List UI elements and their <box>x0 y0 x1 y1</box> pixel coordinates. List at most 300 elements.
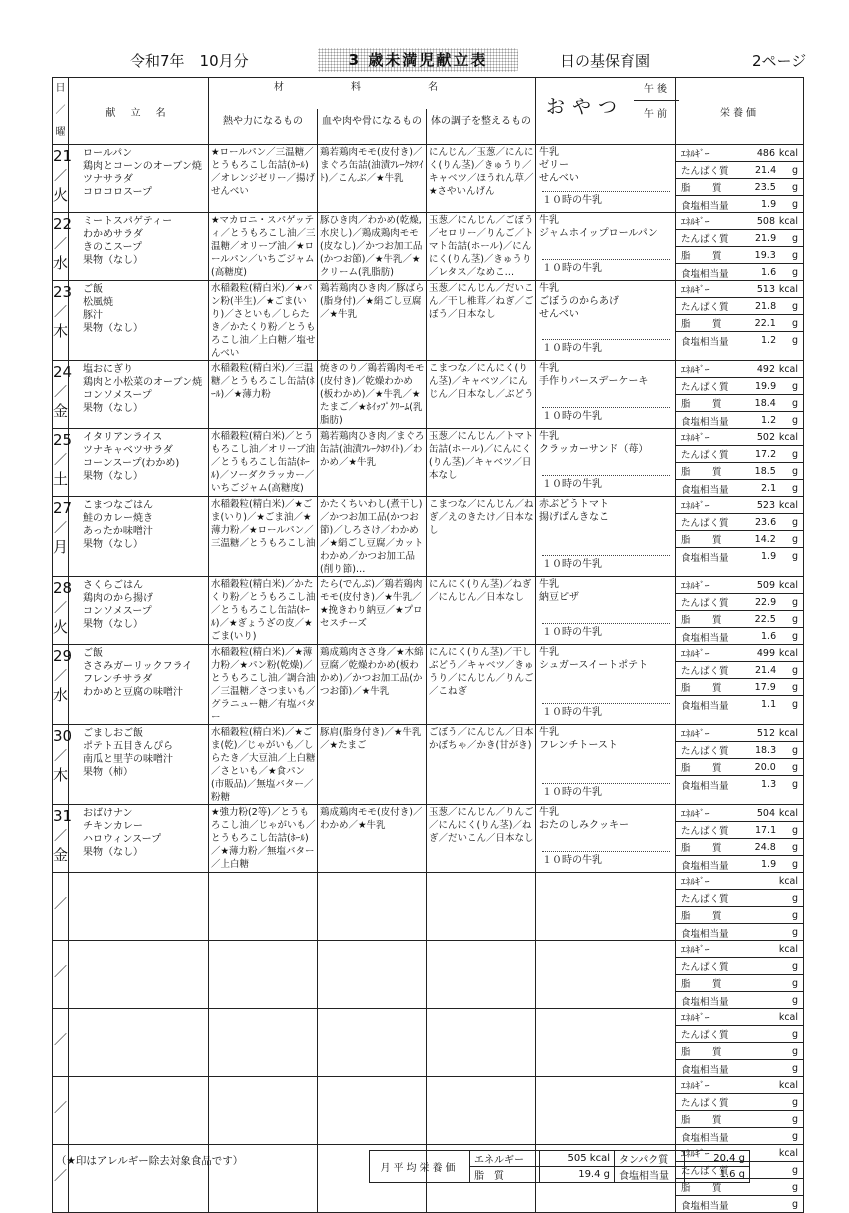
nutrition-protein <box>676 1026 803 1043</box>
dish-names: おばけナン チキンカレー ハロウィンスープ 果物（なし） <box>69 805 209 873</box>
day-cell: 21 ／ 火 <box>53 145 69 213</box>
nutrition-salt-value: 1.9 <box>761 551 777 562</box>
energy-foods <box>209 941 318 1009</box>
pm-snack: 牛乳 ゼリー せんべい <box>539 147 579 184</box>
nutrition-energy-label: ｴﾈﾙｷﾞｰ <box>681 729 710 740</box>
nutrition-fat-unit: g <box>791 181 799 193</box>
energy-foods: 水稲穀粒(精白米)／とうもろこし油／オリーブ油／とうもろこし缶詰(ﾎｰﾙ)／ソーダクラッカー／いちごジャム(高糖度) <box>209 429 318 497</box>
energy-foods: 水稲穀粒(精白米)／かたくり粉／とうもろこし油／とうもろこし缶詰(ﾎｰﾙ)／★ぎょうざの皮／★ごま(いり) <box>209 577 318 645</box>
nutrition-cell <box>676 1009 804 1077</box>
nutrition-cell <box>676 577 804 645</box>
nutrition-energy-value: 523 <box>756 499 776 511</box>
am-snack: １０時の牛乳 <box>542 623 670 639</box>
body-foods: 豚肩(脂身付き)／★牛乳／★たまご <box>318 725 427 805</box>
nutrition-protein-value: 17.1 <box>754 824 777 836</box>
pm-snack: 牛乳 クラッカーサンド（苺） <box>539 431 649 455</box>
nutrition-fat-value: 18.5 <box>754 465 776 477</box>
nutrition-fat-label: 脂 質 <box>681 763 728 774</box>
nutrition-fat-value: 24.8 <box>754 841 776 853</box>
dish-names: イタリアンライス ツナキャベツサラダ コーンスープ(わかめ) 果物（なし） <box>69 429 209 497</box>
nutrition-protein-label: たんぱく質 <box>681 166 729 177</box>
pm-snack: 牛乳 おたのしみクッキー <box>539 807 630 831</box>
nutrition-protein-label: たんぱく質 <box>681 894 729 905</box>
nutrition-protein <box>676 890 803 907</box>
regulate-foods: 玉葱／にんじん／りんご／にんにく(りん茎)／ねぎ／だいこん／日本なし <box>427 805 536 873</box>
day-cell: ／ <box>53 941 69 1009</box>
nutrition-salt <box>676 992 803 1009</box>
nutrition-protein-label: たんぱく質 <box>681 1166 729 1177</box>
energy-foods: ★ロールパン／三温糖／とうもろこし缶詰(ｶｰﾙ)／オレンジゼリー／揚げせんべい <box>209 145 318 213</box>
nutrition-energy-unit: kcal <box>778 579 799 591</box>
nutrition-energy-value: 492 <box>756 363 776 375</box>
nutrition-fat <box>676 395 803 412</box>
monthly-average-label: 月平均栄養価 <box>370 1151 470 1183</box>
nutrition-energy-unit: kcal <box>778 647 799 659</box>
nutrition-salt <box>676 1196 803 1213</box>
body-foods: 鶏成鶏肉ささ身／★木綿豆腐／乾燥わかめ(板わかめ)／かつお加工品(かつお節)／★牛乳 <box>318 645 427 725</box>
nutrition-salt-value: 1.1 <box>761 699 777 710</box>
regulate-foods: 玉葱／にんじん／だいこん／干し椎茸／ねぎ／ごぼう／日本なし <box>427 281 536 361</box>
day-row <box>53 805 804 873</box>
materials-column-header: 材 料 名 <box>209 78 536 110</box>
nutrition-energy-label: ｴﾈﾙｷﾞｰ <box>681 365 710 376</box>
snack-cell <box>536 941 676 1009</box>
nutrition-protein-label: たんぱく質 <box>681 746 729 757</box>
nutrition-protein-label: たんぱく質 <box>681 598 729 609</box>
nutrition-salt <box>676 1060 803 1077</box>
nutrition-fat <box>676 679 803 696</box>
dish-names <box>69 941 209 1009</box>
nutrition-salt <box>676 412 803 429</box>
nutrition-energy-unit: kcal <box>778 499 799 511</box>
nutrition-fat-label: 脂 質 <box>681 1183 728 1194</box>
nutrition-fat-label: 脂 質 <box>681 467 728 478</box>
regulate-foods <box>427 1009 536 1077</box>
nutrition-fat <box>676 975 803 992</box>
nutrition-fat-value: 22.5 <box>754 613 776 625</box>
nutrition-protein-unit: g <box>791 300 799 312</box>
nutrition-fat-label: 脂 質 <box>681 843 728 854</box>
snack-am-label: 午 前 <box>643 109 668 120</box>
nutrition-energy-label: ｴﾈﾙｷﾞｰ <box>681 501 710 512</box>
nutrition-protein-unit: g <box>791 232 799 244</box>
dish-names: ロールパン 鶏肉とコーンのオーブン焼 ツナサラダ コロコロスープ <box>69 145 209 213</box>
regulate-foods <box>427 1077 536 1145</box>
nutrition-salt-unit: g <box>791 199 799 210</box>
snack-cell <box>536 805 676 873</box>
nutrition-energy <box>676 577 803 594</box>
nutrition-protein-value: 19.9 <box>754 380 777 392</box>
avg-salt-label: 食塩相当量 <box>615 1167 685 1183</box>
day-row <box>53 213 804 281</box>
avg-energy-value: 505 kcal <box>540 1151 615 1167</box>
day-row <box>53 645 804 725</box>
nutrition-protein-label: たんぱく質 <box>681 302 729 313</box>
nutrition-salt <box>676 628 803 645</box>
nutrition-protein-unit: g <box>791 380 799 392</box>
am-snack: １０時の牛乳 <box>542 783 670 799</box>
nutrition-salt-label: 食塩相当量 <box>681 200 729 212</box>
nutrition-protein-value: 17.2 <box>754 448 777 460</box>
pm-snack: 牛乳 ごぼうのからあげ せんべい <box>539 283 620 320</box>
day-cell: ／ <box>53 873 69 941</box>
school-name: 日の基保育園 <box>560 52 651 70</box>
am-snack: １０時の牛乳 <box>542 259 670 275</box>
nutrition-protein-value: 21.4 <box>754 664 777 676</box>
nutrition-salt-unit: g <box>791 1131 799 1142</box>
nutrition-salt-label: 食塩相当量 <box>681 416 729 428</box>
nutrition-fat <box>676 611 803 628</box>
nutrition-fat-unit: g <box>791 909 799 921</box>
nutrition-protein-unit: g <box>791 164 799 176</box>
nutrition-protein <box>676 822 803 839</box>
nutrition-cell <box>676 281 804 361</box>
snack-cell <box>536 725 676 805</box>
body-foods: 鶏若鶏肉ひき肉／豚ばら(脂身付)／★絹ごし豆腐／★牛乳 <box>318 281 427 361</box>
nutrition-salt-label: 食塩相当量 <box>681 1132 729 1144</box>
nutrition-salt-label: 食塩相当量 <box>681 860 729 872</box>
nutrition-salt-unit: g <box>791 1063 799 1074</box>
nutrition-protein <box>676 162 803 179</box>
nutrition-energy-label: ｴﾈﾙｷﾞｰ <box>681 945 710 956</box>
energy-foods: 水稲穀粒(精白米)／★パン粉(半生)／★ごま(いり)／さといも／しらたき／かたくり粉／とうもろこし油／上白糖／塩せんべい <box>209 281 318 361</box>
body-foods: たら(でんぶ)／鶏若鶏肉モモ(皮付き)／★牛乳／★挽きわり納豆／★プロセスチーズ <box>318 577 427 645</box>
nutrition-fat-unit: g <box>791 977 799 989</box>
body-food-header: 血や肉や骨になるもの <box>318 109 427 144</box>
energy-foods: ★強力粉(2等)／とうもろこし油／じゃがいも／とうもろこし缶詰(ﾎｰﾙ)／★薄力粉／無塩バター／上白糖 <box>209 805 318 873</box>
nutrition-protein-unit: g <box>791 448 799 460</box>
nutrition-salt-value: 1.2 <box>761 415 777 426</box>
nutrition-protein-unit: g <box>791 1028 799 1040</box>
energy-foods <box>209 873 318 941</box>
nutrition-fat-value: 18.4 <box>754 397 776 409</box>
body-foods <box>318 1077 427 1145</box>
nutrition-fat-value: 23.5 <box>754 181 776 193</box>
nutrition-protein-label: たんぱく質 <box>681 518 729 529</box>
empty-row <box>53 873 804 941</box>
nutrition-fat-unit: g <box>791 1113 799 1125</box>
nutrition-energy-unit: kcal <box>778 807 799 819</box>
nutrition-cell <box>676 213 804 281</box>
nutrition-fat <box>676 1111 803 1128</box>
day-row <box>53 497 804 577</box>
nutrition-fat-label: 脂 質 <box>681 399 728 410</box>
day-cell: 25 ／ 土 <box>53 429 69 497</box>
nutrition-fat-value: 20.0 <box>754 761 776 773</box>
nutrition-protein <box>676 594 803 611</box>
nutrition-protein-value: 18.3 <box>754 744 777 756</box>
dish-names: 塩おにぎり 鶏肉と小松菜のオーブン焼 コンソメスープ 果物（なし） <box>69 361 209 429</box>
nutrition-energy-unit: kcal <box>778 1079 799 1091</box>
nutrition-fat <box>676 247 803 264</box>
nutrition-cell <box>676 725 804 805</box>
day-row <box>53 361 804 429</box>
nutrition-protein <box>676 446 803 463</box>
snack-cell <box>536 429 676 497</box>
nutrition-cell <box>676 873 804 941</box>
day-cell: 29 ／ 水 <box>53 645 69 725</box>
pm-snack: 牛乳 フレンチトースト <box>539 727 618 751</box>
pm-snack: 牛乳 シュガースイートポテト <box>539 647 649 671</box>
nutrition-energy-unit: kcal <box>778 283 799 295</box>
snack-column-header <box>536 78 676 145</box>
nutrition-energy-unit: kcal <box>778 727 799 739</box>
energy-food-header: 熱や力になるもの <box>209 109 318 144</box>
nutrition-energy-label: ｴﾈﾙｷﾞｰ <box>681 285 710 296</box>
nutrition-protein-label: たんぱく質 <box>681 1030 729 1041</box>
day-cell: 30 ／ 木 <box>53 725 69 805</box>
nutrition-fat-value: 19.3 <box>754 249 776 261</box>
nutrition-energy-value: 508 <box>756 215 776 227</box>
nutrition-protein-label: たんぱく質 <box>681 826 729 837</box>
nutrition-salt-value: 1.6 <box>761 631 777 642</box>
avg-protein-value: 20.4 g <box>685 1151 750 1167</box>
nutrition-fat-value: 14.2 <box>754 533 776 545</box>
am-snack: １０時の牛乳 <box>542 339 670 355</box>
nutrition-fat-label: 脂 質 <box>681 615 728 626</box>
nutrition-energy-unit: kcal <box>778 1147 799 1159</box>
avg-salt-value: 1.6 g <box>685 1167 750 1183</box>
nutrition-cell <box>676 805 804 873</box>
nutrition-protein-value: 23.6 <box>754 516 777 528</box>
nutrition-column-header: 栄養価 <box>676 78 804 145</box>
am-snack: １０時の牛乳 <box>542 555 670 571</box>
nutrition-fat-value: 17.9 <box>754 681 776 693</box>
nutrition-protein-unit: g <box>791 516 799 528</box>
nutrition-salt <box>676 924 803 941</box>
nutrition-energy-unit: kcal <box>778 363 799 375</box>
page-header <box>0 50 849 74</box>
nutrition-energy <box>676 725 803 742</box>
nutrition-salt-label: 食塩相当量 <box>681 268 729 280</box>
nutrition-salt-value: 1.9 <box>761 199 777 210</box>
nutrition-protein-label: たんぱく質 <box>681 1098 729 1109</box>
nutrition-salt <box>676 856 803 873</box>
nutrition-protein-unit: g <box>791 892 799 904</box>
pm-snack: 赤ぶどうトマト 揚げぱんきなこ <box>539 499 610 523</box>
nutrition-energy-unit: kcal <box>778 215 799 227</box>
nutrition-fat <box>676 1043 803 1060</box>
body-foods: 豚ひき肉／わかめ(乾燥,水戻し)／鶏成鶏肉モモ(皮なし)／かつお加工品(かつお節)／★牛乳／★クリーム(乳脂肪) <box>318 213 427 281</box>
nutrition-fat-unit: g <box>791 1181 799 1193</box>
nutrition-fat-unit: g <box>791 1045 799 1057</box>
nutrition-salt <box>676 264 803 281</box>
day-cell: 22 ／ 水 <box>53 213 69 281</box>
snack-cell <box>536 213 676 281</box>
avg-fat-value: 19.4 g <box>540 1167 615 1183</box>
nutrition-energy-label: ｴﾈﾙｷﾞｰ <box>681 1081 710 1092</box>
menu-column-header: 献 立 名 <box>69 78 209 145</box>
snack-pm-label: 午 後 <box>643 84 668 95</box>
nutrition-protein <box>676 378 803 395</box>
nutrition-salt-unit: g <box>791 779 799 790</box>
monthly-average-table <box>369 1150 750 1183</box>
nutrition-salt-label: 食塩相当量 <box>681 484 729 496</box>
dish-names: こまつなごはん 鮭のカレー焼き あったか味噌汁 果物（なし） <box>69 497 209 577</box>
nutrition-salt-unit: g <box>791 415 799 426</box>
nutrition-salt <box>676 196 803 213</box>
nutrition-salt-value: 2.1 <box>761 483 777 494</box>
nutrition-salt-label: 食塩相当量 <box>681 632 729 644</box>
regulate-foods: 玉葱／にんじん／ごぼう／セロリー／りんご／トマト缶詰(ホール)／にんにく(りん茎)／きゅうり／レタス／なめこ… <box>427 213 536 281</box>
avg-protein-label: タンパク質 <box>615 1151 685 1167</box>
snack-cell <box>536 145 676 213</box>
body-foods: 鶏若鶏肉モモ(皮付き)／まぐろ缶詰(油漬ﾌﾚｰｸﾎﾜｲﾄ)／こんぶ／★牛乳 <box>318 145 427 213</box>
nutrition-cell <box>676 1077 804 1145</box>
body-foods <box>318 941 427 1009</box>
nutrition-protein-value: 21.9 <box>754 232 777 244</box>
nutrition-protein-unit: g <box>791 664 799 676</box>
day-cell: 23 ／ 木 <box>53 281 69 361</box>
dish-names: さくらごはん 鶏肉のから揚げ コンソメスープ 果物（なし） <box>69 577 209 645</box>
day-cell: ／ <box>53 1077 69 1145</box>
nutrition-energy-label: ｴﾈﾙｷﾞｰ <box>681 1149 710 1160</box>
nutrition-protein-unit: g <box>791 744 799 756</box>
nutrition-fat-unit: g <box>791 681 799 693</box>
nutrition-cell <box>676 429 804 497</box>
nutrition-fat <box>676 907 803 924</box>
nutrition-energy <box>676 497 803 514</box>
regulate-foods: にんじん／玉葱／にんにく(りん茎)／きゅうり／キャベツ／ほうれん草／★さやいんげん <box>427 145 536 213</box>
nutrition-protein <box>676 662 803 679</box>
snack-cell <box>536 873 676 941</box>
body-foods: 鶏若鶏肉ひき肉／まぐろ缶詰(油漬ﾌﾚｰｸﾎﾜｲﾄ)／わかめ／★牛乳 <box>318 429 427 497</box>
nutrition-protein-label: たんぱく質 <box>681 962 729 973</box>
energy-foods: 水稲穀粒(精白米)／★薄力粉／★パン粉(乾燥)／とうもろこし油／調合油／三温糖／さつまいも／グラニュー糖／有塩バター <box>209 645 318 725</box>
avg-fat-label: 脂 質 <box>470 1167 540 1183</box>
pm-snack: 牛乳 納豆ピザ <box>539 579 580 603</box>
nutrition-energy <box>676 1077 803 1094</box>
nutrition-energy-label: ｴﾈﾙｷﾞｰ <box>681 649 710 660</box>
nutrition-fat-unit: g <box>791 397 799 409</box>
am-snack: １０時の牛乳 <box>542 703 670 719</box>
nutrition-fat-unit: g <box>791 317 799 329</box>
snack-cell <box>536 361 676 429</box>
energy-foods: 水稲穀粒(精白米)／三温糖／とうもろこし缶詰(ﾎｰﾙ)／★薄力粉 <box>209 361 318 429</box>
nutrition-cell <box>676 645 804 725</box>
regulate-foods: こまつな／にんじん／ねぎ／えのきたけ／日本なし <box>427 497 536 577</box>
am-snack: １０時の牛乳 <box>542 407 670 423</box>
regulate-foods: にんにく(りん茎)／ねぎ／にんじん／日本なし <box>427 577 536 645</box>
nutrition-fat <box>676 759 803 776</box>
energy-foods: ★マカロニ・スパゲッティ／とうもろこし油／三温糖／オリーブ油／★ロールパン／いちごジャム(高糖度) <box>209 213 318 281</box>
snack-cell <box>536 497 676 577</box>
nutrition-salt-value: 1.3 <box>761 779 777 790</box>
nutrition-fat-label: 脂 質 <box>681 979 728 990</box>
nutrition-energy-label: ｴﾈﾙｷﾞｰ <box>681 433 710 444</box>
nutrition-salt-unit: g <box>791 267 799 278</box>
nutrition-fat-unit: g <box>791 841 799 853</box>
nutrition-salt-value: 1.9 <box>761 859 777 870</box>
nutrition-energy-value: 504 <box>756 807 776 819</box>
nutrition-energy <box>676 941 803 958</box>
nutrition-salt <box>676 332 803 349</box>
nutrition-protein-label: たんぱく質 <box>681 382 729 393</box>
nutrition-salt-unit: g <box>791 631 799 642</box>
nutrition-fat <box>676 463 803 480</box>
snack-cell <box>536 1009 676 1077</box>
body-foods: 焼きのり／鶏若鶏肉モモ(皮付き)／乾燥わかめ(板わかめ)／★牛乳／★たまご／★ﾎｲｯﾌﾟｸﾘｰﾑ(乳脂肪) <box>318 361 427 429</box>
body-foods <box>318 873 427 941</box>
nutrition-fat-label: 脂 質 <box>681 1115 728 1126</box>
nutrition-salt-unit: g <box>791 483 799 494</box>
nutrition-fat-unit: g <box>791 533 799 545</box>
snack-cell <box>536 645 676 725</box>
nutrition-fat-unit: g <box>791 249 799 261</box>
nutrition-energy-unit: kcal <box>778 431 799 443</box>
nutrition-fat <box>676 839 803 856</box>
nutrition-salt <box>676 1128 803 1145</box>
nutrition-protein <box>676 230 803 247</box>
nutrition-energy-label: ｴﾈﾙｷﾞｰ <box>681 877 710 888</box>
nutrition-protein-unit: g <box>791 1164 799 1176</box>
nutrition-cell <box>676 145 804 213</box>
nutrition-protein-label: たんぱく質 <box>681 666 729 677</box>
regulate-foods: にんにく(りん茎)／干しぶどう／キャベツ／きゅうり／にんじん／りんご／こねぎ <box>427 645 536 725</box>
regulate-foods: こまつな／にんにく(りん茎)／キャベツ／にんじん／日本なし／ぶどう <box>427 361 536 429</box>
energy-foods: 水稲穀粒(精白米)／★ごま(いり)／★ごま油／★薄力粉／★ロールパン／三温糖／とうもろこし油 <box>209 497 318 577</box>
body-foods: 鶏成鶏肉モモ(皮付き)／わかめ／★牛乳 <box>318 805 427 873</box>
regulate-food-header: 体の調子を整えるもの <box>427 109 536 144</box>
body-foods <box>318 1009 427 1077</box>
nutrition-salt-label: 食塩相当量 <box>681 996 729 1008</box>
nutrition-salt <box>676 548 803 565</box>
nutrition-energy <box>676 213 803 230</box>
nutrition-salt-label: 食塩相当量 <box>681 1064 729 1076</box>
nutrition-protein <box>676 514 803 531</box>
regulate-foods <box>427 873 536 941</box>
pm-snack: 牛乳 ジャムホイップロールパン <box>539 215 658 239</box>
nutrition-protein-label: たんぱく質 <box>681 450 729 461</box>
dish-names: ご飯 松風焼 豚汁 果物（なし） <box>69 281 209 361</box>
nutrition-fat <box>676 315 803 332</box>
nutrition-fat <box>676 179 803 196</box>
nutrition-protein-label: たんぱく質 <box>681 234 729 245</box>
avg-energy-label: エネルギー <box>470 1151 540 1167</box>
regulate-foods: 玉葱／にんじん／トマト缶詰(ホール)／にんにく(りん茎)／キャベツ／日本なし <box>427 429 536 497</box>
empty-row <box>53 1009 804 1077</box>
dish-names <box>69 873 209 941</box>
menu-month: 令和7年 10月分 <box>130 52 249 70</box>
nutrition-protein <box>676 742 803 759</box>
snack-cell <box>536 281 676 361</box>
nutrition-salt-label: 食塩相当量 <box>681 336 729 348</box>
nutrition-salt-label: 食塩相当量 <box>681 780 729 792</box>
nutrition-energy <box>676 645 803 662</box>
nutrition-protein <box>676 1094 803 1111</box>
nutrition-cell <box>676 941 804 1009</box>
nutrition-protein-unit: g <box>791 824 799 836</box>
allergy-note: （★印はアレルギー除去対象食品です） <box>56 1155 244 1167</box>
dish-names: ミートスパゲティー わかめサラダ きのこスープ 果物（なし） <box>69 213 209 281</box>
nutrition-salt-unit: g <box>791 995 799 1006</box>
nutrition-energy-unit: kcal <box>778 147 799 159</box>
day-column-header: 日 ／ 曜 <box>53 78 69 145</box>
nutrition-protein-value: 21.8 <box>754 300 777 312</box>
nutrition-salt <box>676 776 803 793</box>
day-row <box>53 725 804 805</box>
pm-snack: 牛乳 手作りバースデーケーキ <box>539 363 649 387</box>
menu-table <box>52 77 804 1213</box>
nutrition-fat-label: 脂 質 <box>681 1047 728 1058</box>
nutrition-energy <box>676 805 803 822</box>
regulate-foods: ごぼう／にんじん／日本かぼちゃ／かき(甘がき) <box>427 725 536 805</box>
dish-names <box>69 1077 209 1145</box>
day-cell: 27 ／ 月 <box>53 497 69 577</box>
nutrition-energy <box>676 1009 803 1026</box>
nutrition-energy <box>676 429 803 446</box>
day-row <box>53 429 804 497</box>
